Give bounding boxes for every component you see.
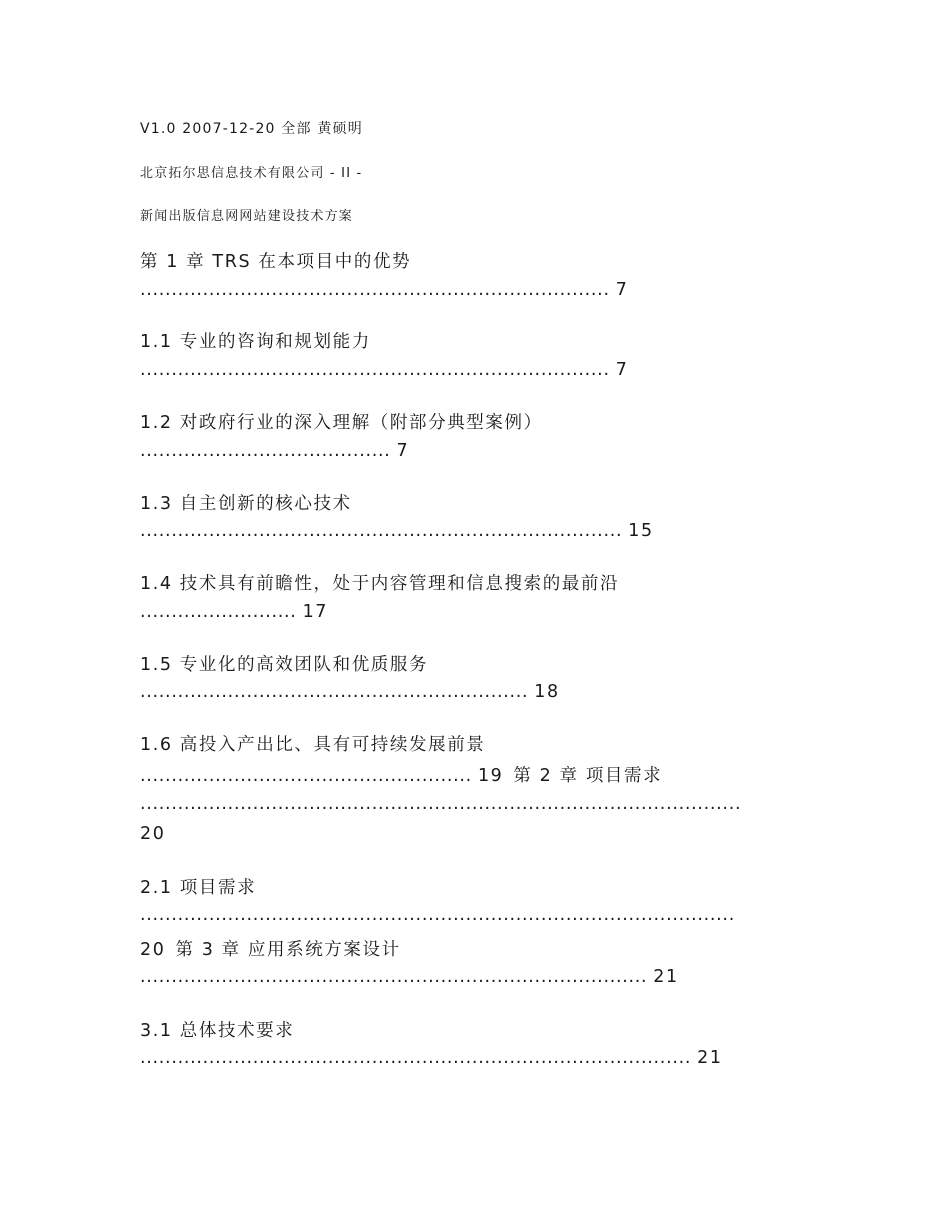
toc-leader: ................................................................................................ — [140, 794, 742, 814]
toc-leader: ........................................ — [140, 441, 391, 461]
toc-page-number: 20 — [140, 940, 166, 960]
toc-entry-title[interactable]: 1.5 专业化的高效团队和优质服务 — [140, 655, 429, 675]
toc-leader: ......................... — [140, 602, 297, 622]
toc-leader: ........................................................................................ — [140, 1048, 692, 1068]
toc-leader: ........................................................................... — [140, 360, 610, 380]
toc-entry-leader-row — [140, 936, 401, 961]
toc-leader: ........................................................................... — [140, 280, 610, 300]
toc-entry-title-inline[interactable]: 第 3 章 应用系统方案设计 — [175, 940, 401, 960]
toc-page-number: 19 — [477, 766, 504, 786]
version-line: V1.0 2007-12-20 全部 黄硕明 — [140, 121, 363, 137]
toc-leader: ................................................................................. — [140, 967, 648, 987]
toc-entry-leader-row — [140, 602, 328, 622]
toc-entry-title[interactable]: 1.4 技术具有前瞻性，处于内容管理和信息搜索的最前沿 — [140, 574, 620, 594]
toc-entry-leader-row — [140, 794, 741, 814]
toc-page-number: 20 — [140, 824, 166, 844]
toc-page-number: 21 — [697, 1048, 723, 1068]
toc-page-number: 21 — [653, 967, 679, 987]
toc-entry-title[interactable]: 2.1 项目需求 — [140, 878, 257, 898]
toc-entry-leader-row — [140, 905, 735, 925]
toc-entry-title[interactable]: 1.2 对政府行业的深入理解（附部分典型案例） — [140, 413, 543, 433]
toc-entry-leader-row — [140, 682, 560, 702]
toc-entry-title[interactable]: 3.1 总体技术要求 — [140, 1021, 295, 1041]
toc-entry-leader-row — [140, 762, 662, 787]
doc-title: 新闻出版信息网网站建设技术方案 — [140, 209, 354, 224]
toc-leader: .............................................................. — [140, 682, 529, 702]
toc-page-number: 7 — [615, 280, 629, 300]
toc-leader: ............................................................................. — [140, 521, 623, 541]
toc-entry-title[interactable]: 1.1 专业的咨询和规划能力 — [140, 332, 371, 352]
toc-entry-leader-row — [140, 1048, 723, 1068]
toc-page-number: 17 — [302, 602, 329, 622]
toc-page-number: 7 — [615, 360, 629, 380]
toc-entry-leader-row — [140, 441, 409, 461]
toc-entry-title[interactable]: 1.3 自主创新的核心技术 — [140, 494, 352, 514]
toc-entry-title-inline[interactable]: 第 2 章 项目需求 — [513, 766, 663, 786]
toc-entry-title[interactable]: 1.6 高投入产出比、具有可持续发展前景 — [140, 735, 486, 755]
toc-entry-leader-row — [140, 360, 628, 380]
toc-leader: ............................................................................................... — [140, 905, 735, 925]
toc-page-number: 18 — [534, 682, 560, 702]
toc-entry-leader-row — [140, 967, 679, 987]
company-line: 北京拓尔思信息技术有限公司 - II - — [140, 166, 363, 181]
toc-entry-leader-row — [140, 521, 654, 541]
toc-entry-leader-row — [140, 280, 628, 300]
toc-page-number: 7 — [396, 441, 410, 461]
toc-entry-title[interactable]: 第 1 章 TRS 在本项目中的优势 — [140, 252, 412, 272]
toc-page-number: 15 — [628, 521, 654, 541]
toc-leader: ..................................................... — [140, 766, 472, 786]
